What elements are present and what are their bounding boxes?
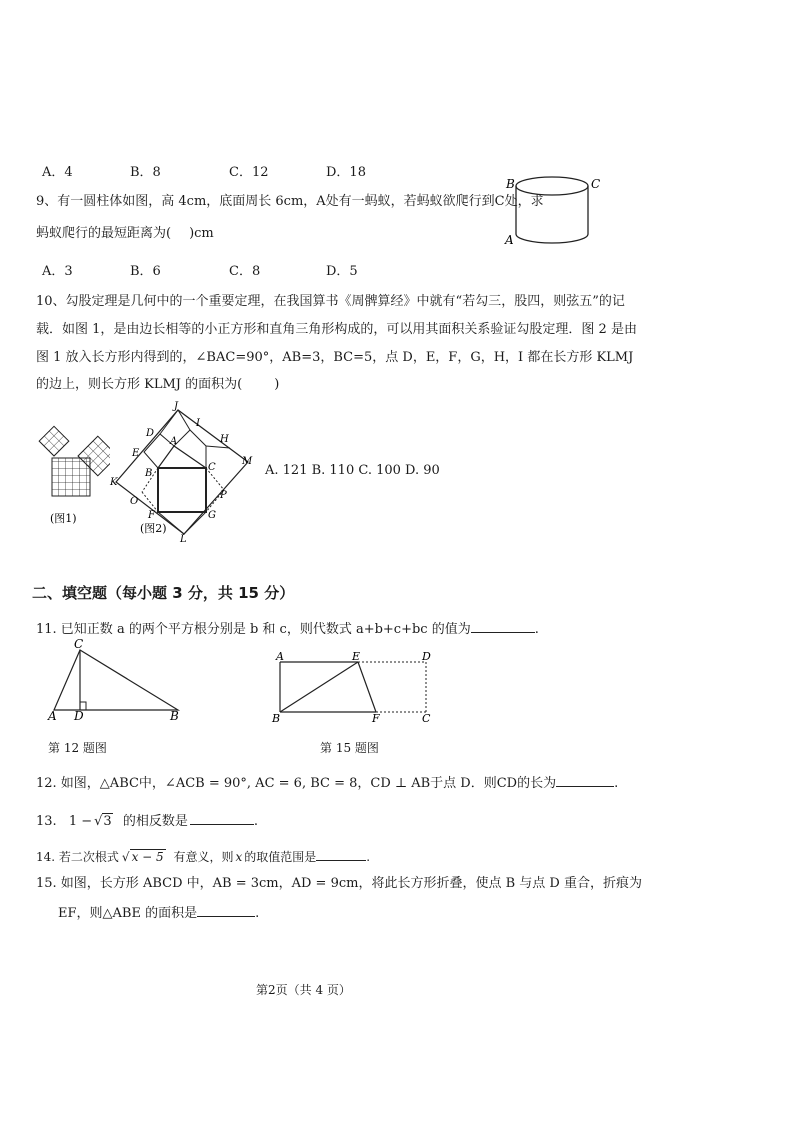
fig12-label-d: D [74, 709, 84, 722]
q13-expr-one: 1 − [68, 814, 93, 829]
q9-label-b: B [506, 177, 515, 191]
q13-answer-blank [190, 812, 254, 825]
question-12 [36, 774, 618, 792]
q9-label-c: C [591, 177, 601, 191]
q9-line1: 9、有一圆柱体如图，高 4cm，底面周长 6cm，A处有一蚂蚁，若蚂蚁欲爬行到C处，求 [36, 194, 544, 209]
q10-figure-1 [30, 412, 110, 527]
q10-fig2-label-h: H [220, 434, 229, 445]
q9-option-b: B．6 [130, 264, 161, 279]
q10-fig2-caption: (图2) [140, 522, 167, 535]
page-footer: 第2页（共 4 页） [256, 983, 351, 997]
q13-end: . [253, 814, 258, 829]
q10-line1: 10、勾股定理是几何中的一个重要定理，在我国算书《周髀算经》中就有“若勾三，股四，则弦五”的记 [36, 294, 625, 309]
q14-middle: 有意义，则 [173, 850, 234, 864]
q10-line4-text: 的边上，则长方形 KLMJ 的面积为( [36, 377, 243, 392]
q10-fig2-label-a: A [170, 436, 178, 447]
fig15-label-f: F [372, 712, 380, 725]
q10-fig2-label-p: P [220, 490, 227, 501]
q14-sqrt-sign: √ [121, 850, 130, 864]
q9-line2-suffix: )cm [189, 226, 214, 241]
q10-fig2-label-o: O [130, 496, 139, 507]
q9-option-d: D．5 [326, 264, 358, 279]
q10-figure-2 [108, 400, 260, 542]
fig12-caption: 第 12 题图 [48, 741, 107, 755]
q14-suffix: 的取值范围是 [244, 850, 317, 864]
figure-12 [44, 638, 194, 722]
figure-15 [268, 648, 438, 726]
q9-line2-prefix: 蚂蚁爬行的最短距离为( [36, 226, 172, 241]
q10-fig2-label-m: M [242, 456, 253, 467]
q15-line2-prefix: EF，则△ABE 的面积是 [58, 906, 198, 921]
q10-line4-suffix: ) [274, 377, 280, 392]
q10-fig1-caption: (图1) [50, 512, 77, 525]
q9-line2 [36, 226, 214, 242]
q8-option-c: C．12 [229, 165, 269, 180]
q9-cylinder-figure [500, 170, 610, 250]
question-11 [36, 620, 539, 638]
q15-line1: 15. 如图，长方形 ABCD 中，AB = 3cm，AD = 9cm，将此长方形折叠，使点 B 与点 D 重合，折痕为 [36, 876, 642, 891]
q14-prefix: 14. 若二次根式 [36, 850, 119, 864]
q13-suffix: 的相反数是 [122, 814, 188, 829]
section-title-fill-in: 二、填空题（每小题 3 分，共 15 分） [32, 584, 295, 602]
q10-line2: 载．如图 1，是由边长相等的小正方形和直角三角形构成的，可以用其面积关系验证勾股定理．图 2 是由 [36, 322, 637, 337]
fig15-caption: 第 15 题图 [320, 741, 379, 755]
q10-fig2-label-i: I [196, 418, 200, 429]
q10-fig2-label-j: J [174, 401, 179, 412]
fig15-label-e: E [352, 650, 361, 663]
q14-radicand: x − 5 [131, 850, 164, 864]
q9-label-a: A [505, 233, 514, 247]
q10-fig2-label-c: C [208, 462, 216, 473]
q10-fig2-label-l: L [180, 534, 187, 542]
fig12-label-b: B [170, 709, 179, 722]
fig12-label-c: C [74, 638, 84, 651]
fig15-label-d: D [422, 650, 431, 663]
q13-prefix: 13. [36, 814, 57, 829]
q8-option-b: B．8 [130, 165, 161, 180]
q14-answer-blank [316, 848, 366, 861]
question-13 [36, 812, 258, 830]
q13-expr-root: 3 [103, 814, 112, 829]
q12-end: . [614, 776, 619, 791]
q10-fig2-label-f: F [148, 510, 155, 521]
q10-fig2-label-d: D [146, 428, 155, 439]
q14-end: . [366, 850, 371, 864]
q9-option-a: A．3 [42, 264, 73, 279]
question-14 [36, 848, 370, 865]
q9-option-c: C．8 [229, 264, 261, 279]
fig15-label-c: C [422, 712, 431, 725]
q13-expression [69, 814, 113, 830]
q10-fig2-label-g: G [208, 510, 216, 521]
q10-line4 [36, 377, 279, 393]
q8-option-d: D．18 [326, 165, 366, 180]
q11-end: . [534, 622, 539, 637]
q10-line3: 图 1 放入长方形内得到的，∠BAC=90°，AB=3，BC=5，点 D，E，F，G，H，I 都在长方形 KLMJ [36, 350, 634, 365]
fig15-label-a: A [276, 650, 284, 663]
q14-var: x [235, 850, 243, 864]
fig15-label-b: B [272, 712, 281, 725]
q11-answer-blank [471, 620, 535, 633]
q10-fig2-label-b: B [145, 468, 153, 479]
q10-fig2-label-k: K [110, 477, 118, 488]
q12-answer-blank [556, 774, 614, 787]
q8-option-a: A．4 [42, 165, 73, 180]
q13-sqrt-sign: √ [94, 814, 103, 829]
q15-line2 [58, 904, 259, 922]
fig12-label-a: A [48, 709, 57, 722]
q12-text: 12. 如图，△ABC中，∠ACB = 90°, AC = 6, BC = 8，CD ⊥ AB于点 D．则CD的长为 [36, 776, 557, 791]
q15-answer-blank [197, 904, 255, 917]
q11-text: 11. 已知正数 a 的两个平方根分别是 b 和 c，则代数式 a+b+c+bc 的值为 [36, 622, 471, 637]
q10-fig2-label-e: E [132, 448, 140, 459]
q10-options: A. 121 B. 110 C. 100 D. 90 [265, 463, 440, 478]
q15-end: . [255, 906, 260, 921]
